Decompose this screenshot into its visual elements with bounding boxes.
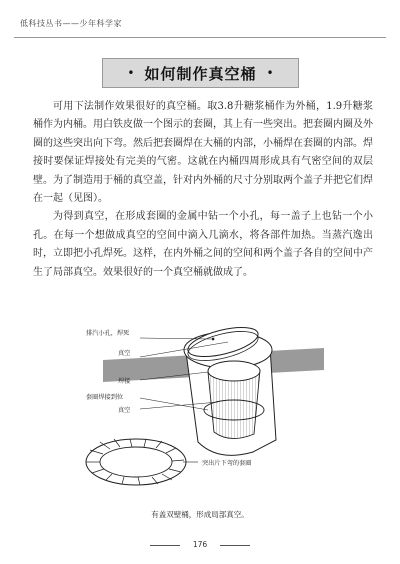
paragraph-1: 可用下法制作效果很好的真空桶。取3.8升糖浆桶作为外桶，1.9升糖浆桶作为内桶。用白铁皮做一个图示的套圈，其上有一些突出。把套圈内圈及外圈的这些突出向下弯。然后把套圈焊在大桶的内部，小桶焊在套圈的内部。焊接时要保证焊接处有完美的气密。这就在内桶四周形成具有气密空间的双层壁。为了制造用于桶的真空盖，针对内外桶的尺寸分别取两个盖子并把它们焊在一起（见图）。 bbox=[33, 101, 373, 205]
footer-rule-right bbox=[220, 545, 250, 546]
paragraph-2: 为得到真空，在形成套圈的金属中钻一个小孔，每一盖子上也钻一个小孔。在每一个想做成真空的空间中滴入几滴水，将各部件加热。当蒸汽逸出时，立即把小孔焊死。这样，在内外桶之间的空间和两个盖子各自的空间中产生了局部真空。效果很好的一个真空桶就做成了。 bbox=[33, 211, 373, 278]
vacuum-bucket-illustration bbox=[78, 312, 338, 507]
header-rule bbox=[14, 37, 386, 38]
flanged-ring-inner bbox=[100, 447, 172, 477]
page-number: 176 bbox=[192, 540, 208, 549]
running-header: 低科技丛书——少年科学家 bbox=[20, 19, 122, 28]
bullet-dot-icon: • bbox=[127, 66, 135, 80]
section-title-box bbox=[102, 58, 299, 88]
label-vacuum-wall: 真空 bbox=[118, 407, 131, 414]
label-vent-hole: 排汽小孔，焊死 bbox=[86, 330, 130, 337]
label-ring-weld: 套圈焊接到位 bbox=[86, 394, 124, 401]
figure-caption: 有盖双壁桶，形成局部真空。 bbox=[151, 510, 249, 519]
label-vacuum-lid: 真空 bbox=[118, 350, 131, 357]
illustration-drawing bbox=[78, 312, 338, 507]
label-flanged-ring: 突出片下弯的套圈 bbox=[202, 460, 252, 467]
bullet-dot-icon: • bbox=[266, 66, 274, 80]
vent-hole bbox=[212, 338, 215, 341]
inner-bucket-rim bbox=[208, 361, 260, 381]
label-weld: 焊接 bbox=[118, 378, 131, 385]
section-title: 如何制作真空桶 bbox=[144, 64, 257, 83]
body-text bbox=[33, 98, 373, 282]
